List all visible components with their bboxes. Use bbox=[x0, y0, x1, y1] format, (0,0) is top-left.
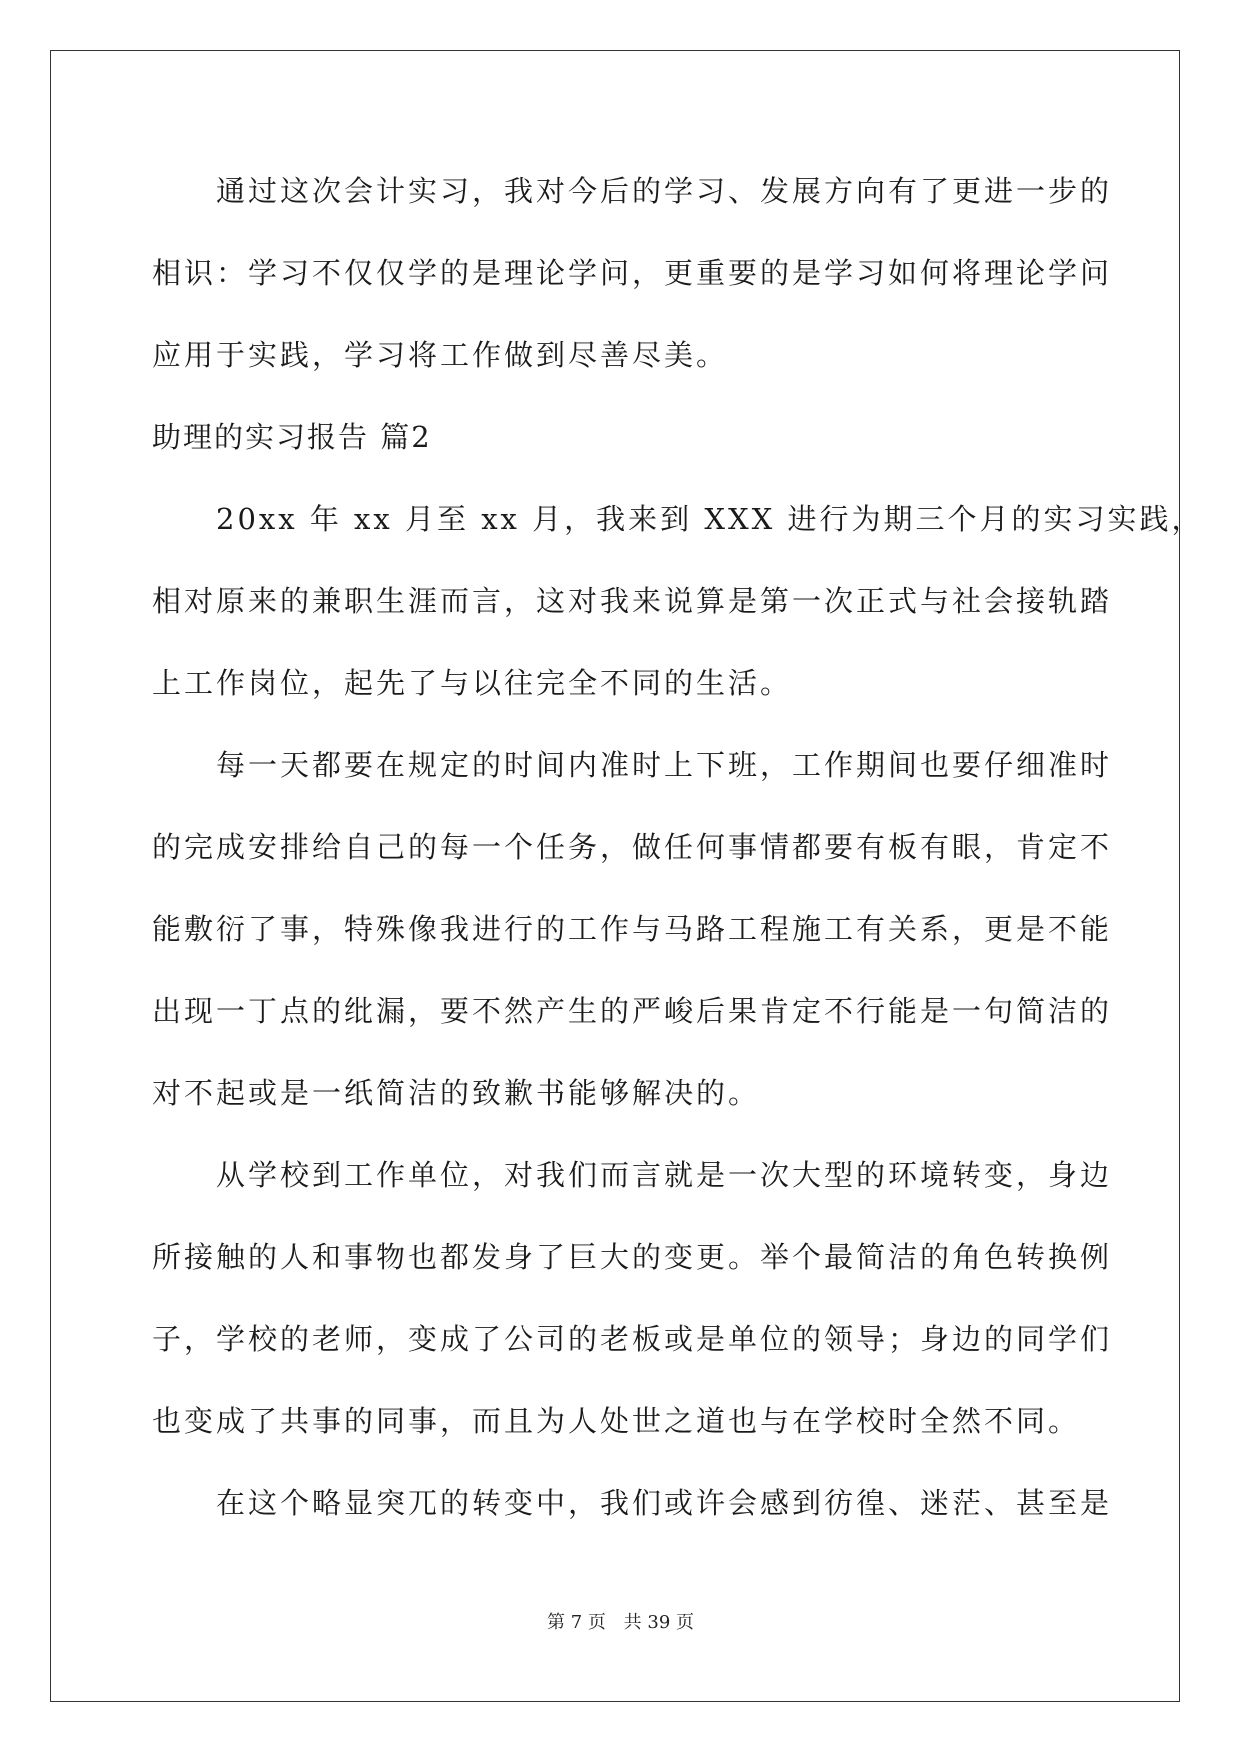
paragraph-line: 在这个略显突兀的转变中，我们或许会感到彷徨、迷茫、甚至是 bbox=[216, 1486, 1113, 1520]
section-heading: 助理的实习报告 篇2 bbox=[152, 420, 432, 454]
paragraph-line: 子，学校的老师，变成了公司的老板或是单位的领导；身边的同学们 bbox=[152, 1322, 1113, 1356]
page-number: 第 7 页 bbox=[547, 1612, 606, 1633]
paragraph-line: 的完成安排给自己的每一个任务，做任何事情都要有板有眼，肯定不 bbox=[152, 830, 1113, 864]
paragraph-line: 20xx 年 xx 月至 xx 月，我来到 XXX 进行为期三个月的实习实践， bbox=[216, 502, 1204, 536]
paragraph-line: 相对原来的兼职生涯而言，这对我来说算是第一次正式与社会接轨踏 bbox=[152, 584, 1113, 618]
page-footer bbox=[0, 1608, 1241, 1634]
paragraph-line: 对不起或是一纸简洁的致歉书能够解决的。 bbox=[152, 1076, 761, 1110]
document-body bbox=[152, 162, 1204, 1556]
paragraph-line: 通过这次会计实习，我对今后的学习、发展方向有了更进一步的 bbox=[216, 174, 1113, 208]
paragraph-line: 也变成了共事的同事，而且为人处世之道也与在学校时全然不同。 bbox=[152, 1404, 1081, 1438]
paragraph-line: 出现一丁点的纰漏，要不然产生的严峻后果肯定不行能是一句简洁的 bbox=[152, 994, 1113, 1028]
paragraph-line: 从学校到工作单位，对我们而言就是一次大型的环境转变，身边 bbox=[216, 1158, 1113, 1192]
paragraph-line: 上工作岗位，起先了与以往完全不同的生活。 bbox=[152, 666, 793, 700]
paragraph-line: 所接触的人和事物也都发身了巨大的变更。举个最简洁的角色转换例 bbox=[152, 1240, 1113, 1274]
paragraph-line: 能敷衍了事，特殊像我进行的工作与马路工程施工有关系，更是不能 bbox=[152, 912, 1113, 946]
paragraph-line: 应用于实践，学习将工作做到尽善尽美。 bbox=[152, 338, 729, 372]
paragraph-line: 相识：学习不仅仅学的是理论学问，更重要的是学习如何将理论学问 bbox=[152, 256, 1113, 290]
page-total: 共 39 页 bbox=[623, 1612, 694, 1633]
paragraph-line: 每一天都要在规定的时间内准时上下班，工作期间也要仔细准时 bbox=[216, 748, 1113, 782]
